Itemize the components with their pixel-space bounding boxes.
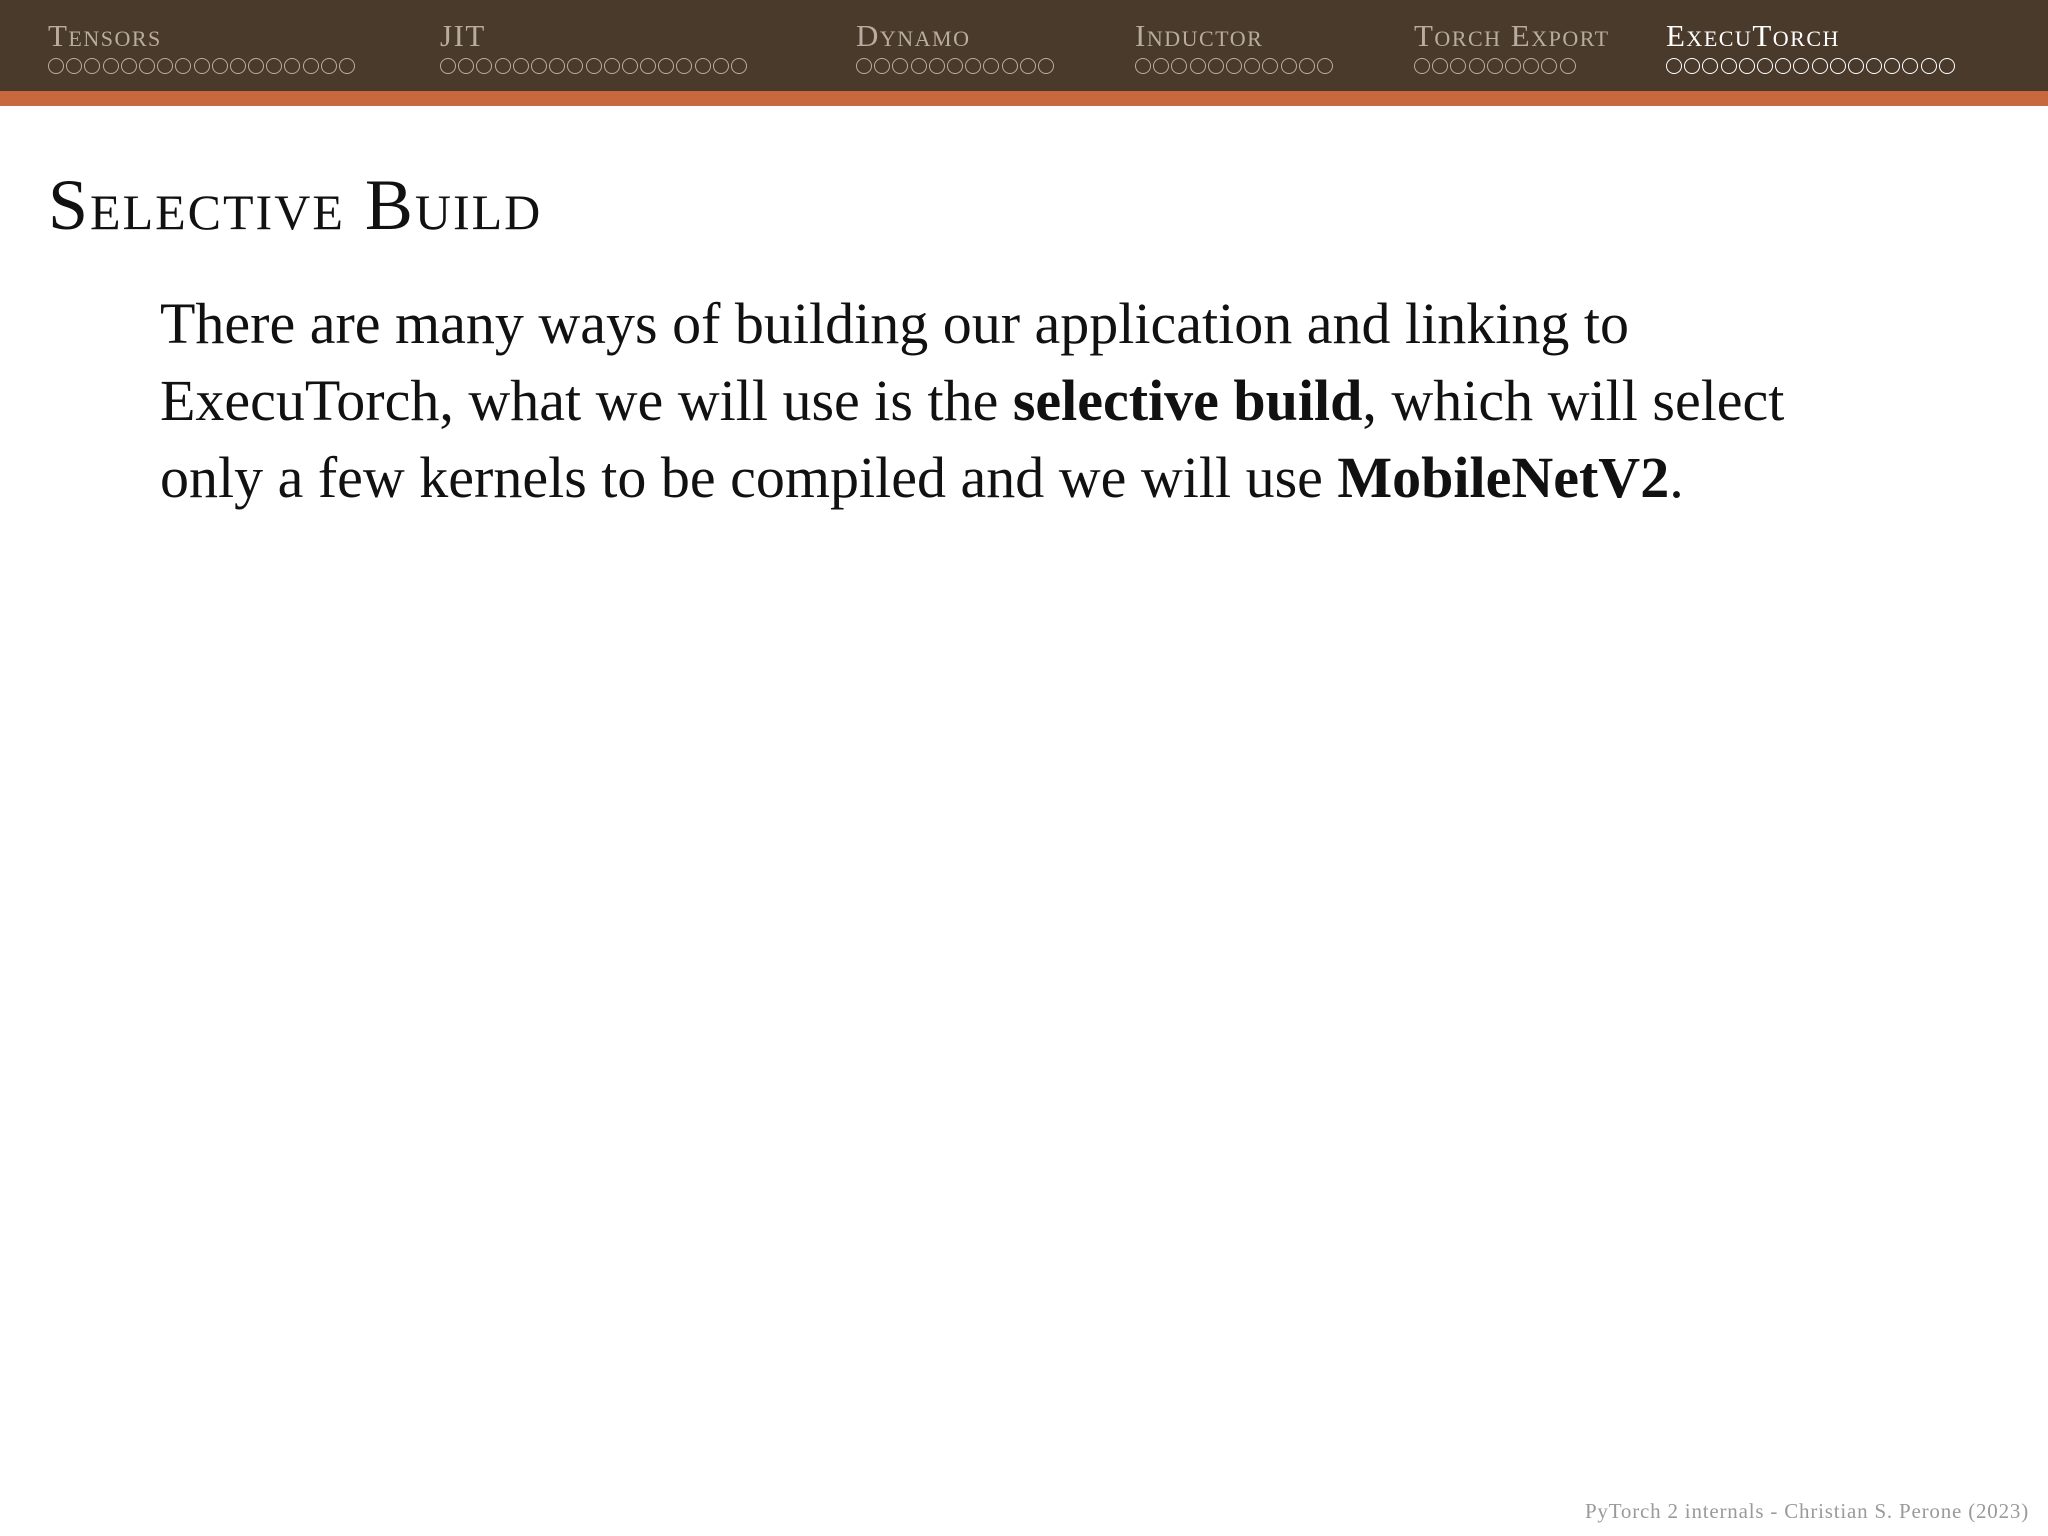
slide-nav-dot[interactable] bbox=[1450, 58, 1466, 74]
slide-nav-dot[interactable] bbox=[947, 58, 963, 74]
slide-nav-dot[interactable] bbox=[1921, 58, 1937, 74]
header-accent-strip bbox=[0, 91, 2048, 106]
slide-nav-dot[interactable] bbox=[1830, 58, 1846, 74]
slide-nav-dot[interactable] bbox=[103, 58, 119, 74]
slide-nav-dot[interactable] bbox=[1848, 58, 1864, 74]
slide-nav-dot[interactable] bbox=[121, 58, 137, 74]
slide-nav-dot[interactable] bbox=[495, 58, 511, 74]
nav-section-dots bbox=[440, 58, 749, 74]
slide-nav-dot[interactable] bbox=[640, 58, 656, 74]
slide-nav-dot[interactable] bbox=[1505, 58, 1521, 74]
slide-nav-dot[interactable] bbox=[695, 58, 711, 74]
slide-nav-dot[interactable] bbox=[1135, 58, 1151, 74]
nav-section-dots bbox=[1135, 58, 1335, 74]
slide-nav-dot[interactable] bbox=[1775, 58, 1791, 74]
slide-nav-dot[interactable] bbox=[440, 58, 456, 74]
slide-nav-dot[interactable] bbox=[476, 58, 492, 74]
slide-nav-dot[interactable] bbox=[284, 58, 300, 74]
slide-nav-dot[interactable] bbox=[586, 58, 602, 74]
slide-nav-dot[interactable] bbox=[965, 58, 981, 74]
nav-section-dynamo[interactable] bbox=[856, 20, 1056, 90]
nav-section-jit[interactable] bbox=[440, 20, 749, 90]
nav-section-torch-export[interactable] bbox=[1414, 20, 1610, 90]
nav-section-dots bbox=[48, 58, 357, 74]
slide-nav-dot[interactable] bbox=[1793, 58, 1809, 74]
slide-nav-dot[interactable] bbox=[1702, 58, 1718, 74]
slide-nav-dot[interactable] bbox=[731, 58, 747, 74]
nav-section-dots bbox=[1414, 58, 1610, 74]
slide-nav-dot[interactable] bbox=[1432, 58, 1448, 74]
nav-section-label[interactable]: Dynamo bbox=[856, 20, 971, 53]
body-bold-mobilenetv2: MobileNetV2 bbox=[1337, 445, 1670, 510]
slide-nav-dot[interactable] bbox=[1866, 58, 1882, 74]
slide-body-text bbox=[160, 285, 1900, 516]
slide-nav-dot[interactable] bbox=[1487, 58, 1503, 74]
slide-nav-dot[interactable] bbox=[604, 58, 620, 74]
nav-section-label[interactable]: JIT bbox=[440, 20, 486, 53]
slide-nav-dot[interactable] bbox=[1666, 58, 1682, 74]
nav-section-inductor[interactable] bbox=[1135, 20, 1335, 90]
nav-section-dots bbox=[856, 58, 1056, 74]
slide-nav-dot[interactable] bbox=[48, 58, 64, 74]
slide-nav-dot[interactable] bbox=[892, 58, 908, 74]
slide-nav-dot[interactable] bbox=[1739, 58, 1755, 74]
slide-nav-dot[interactable] bbox=[321, 58, 337, 74]
slide-nav-dot[interactable] bbox=[303, 58, 319, 74]
slide-nav-dot[interactable] bbox=[1244, 58, 1260, 74]
section-navigation-bar bbox=[0, 0, 2048, 91]
slide-nav-dot[interactable] bbox=[1469, 58, 1485, 74]
slide-nav-dot[interactable] bbox=[874, 58, 890, 74]
nav-section-label[interactable]: ExecuTorch bbox=[1666, 20, 1840, 53]
slide-nav-dot[interactable] bbox=[1884, 58, 1900, 74]
nav-section-label[interactable]: Torch Export bbox=[1414, 20, 1610, 53]
slide-nav-dot[interactable] bbox=[248, 58, 264, 74]
slide-nav-dot[interactable] bbox=[1560, 58, 1576, 74]
slide-nav-dot[interactable] bbox=[175, 58, 191, 74]
body-bold-selective-build: selective build bbox=[1012, 368, 1363, 433]
nav-section-tensors[interactable] bbox=[48, 20, 357, 90]
slide-nav-dot[interactable] bbox=[230, 58, 246, 74]
body-text-segment: , which will select only a few kernels to be compiled and we will use bbox=[160, 368, 1785, 510]
body-text-segment: There are many ways of building our application and linking to ExecuTorch, what we will use is the bbox=[160, 291, 1629, 433]
slide-nav-dot[interactable] bbox=[983, 58, 999, 74]
nav-section-label[interactable]: Inductor bbox=[1135, 20, 1264, 53]
slide-title: Selective Build bbox=[48, 165, 543, 245]
slide-nav-dot[interactable] bbox=[1153, 58, 1169, 74]
slide-nav-dot[interactable] bbox=[1208, 58, 1224, 74]
slide-nav-dot[interactable] bbox=[194, 58, 210, 74]
slide-nav-dot[interactable] bbox=[458, 58, 474, 74]
slide-nav-dot[interactable] bbox=[157, 58, 173, 74]
slide-nav-dot[interactable] bbox=[1939, 58, 1955, 74]
slide-nav-dot[interactable] bbox=[513, 58, 529, 74]
slide-nav-dot[interactable] bbox=[1226, 58, 1242, 74]
nav-section-executorch[interactable] bbox=[1666, 20, 1957, 90]
slide-nav-dot[interactable] bbox=[1262, 58, 1278, 74]
slide-nav-dot[interactable] bbox=[911, 58, 927, 74]
slide-nav-dot[interactable] bbox=[212, 58, 228, 74]
slide-nav-dot[interactable] bbox=[531, 58, 547, 74]
slide-nav-dot[interactable] bbox=[1171, 58, 1187, 74]
slide-nav-dot[interactable] bbox=[1812, 58, 1828, 74]
slide-nav-dot[interactable] bbox=[658, 58, 674, 74]
slide-nav-dot[interactable] bbox=[1721, 58, 1737, 74]
slide-nav-dot[interactable] bbox=[1317, 58, 1333, 74]
slide-nav-dot[interactable] bbox=[1523, 58, 1539, 74]
nav-section-label[interactable]: Tensors bbox=[48, 20, 162, 53]
nav-section-dots bbox=[1666, 58, 1957, 74]
slide-nav-dot[interactable] bbox=[567, 58, 583, 74]
slide-nav-dot[interactable] bbox=[549, 58, 565, 74]
slide-nav-dot[interactable] bbox=[266, 58, 282, 74]
slide-footer: PyTorch 2 internals - Christian S. Perone (2023) bbox=[1584, 1499, 2029, 1523]
slide-nav-dot[interactable] bbox=[1190, 58, 1206, 74]
slide-nav-dot[interactable] bbox=[1414, 58, 1430, 74]
slide-nav-dot[interactable] bbox=[84, 58, 100, 74]
body-text-segment: . bbox=[1669, 445, 1684, 510]
slide-nav-dot[interactable] bbox=[139, 58, 155, 74]
slide-nav-dot[interactable] bbox=[66, 58, 82, 74]
slide-nav-dot[interactable] bbox=[1020, 58, 1036, 74]
slide-nav-dot[interactable] bbox=[1281, 58, 1297, 74]
slide-nav-dot[interactable] bbox=[622, 58, 638, 74]
slide-nav-dot[interactable] bbox=[1541, 58, 1557, 74]
slide-nav-dot[interactable] bbox=[339, 58, 355, 74]
slide-nav-dot[interactable] bbox=[1684, 58, 1700, 74]
slide-nav-dot[interactable] bbox=[713, 58, 729, 74]
slide-nav-dot[interactable] bbox=[1902, 58, 1918, 74]
slide-nav-dot[interactable] bbox=[856, 58, 872, 74]
slide-nav-dot[interactable] bbox=[929, 58, 945, 74]
slide-nav-dot[interactable] bbox=[1757, 58, 1773, 74]
slide-nav-dot[interactable] bbox=[1299, 58, 1315, 74]
slide-nav-dot[interactable] bbox=[1002, 58, 1018, 74]
slide-nav-dot[interactable] bbox=[676, 58, 692, 74]
slide-nav-dot[interactable] bbox=[1038, 58, 1054, 74]
